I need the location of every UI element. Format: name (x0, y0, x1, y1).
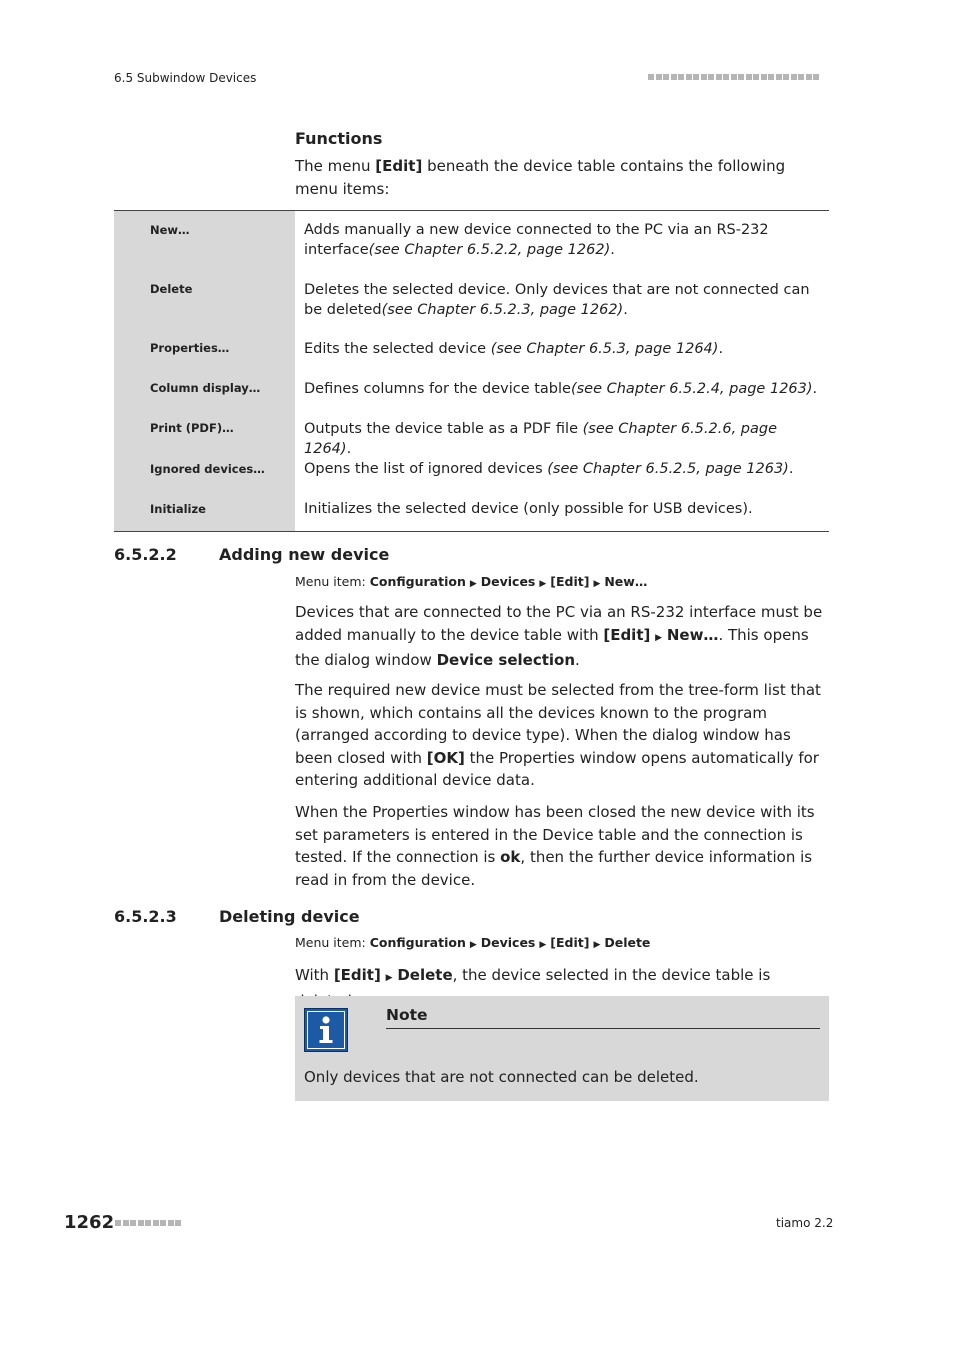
paragraph: The required new device must be selected from the tree-form list that is shown, which contains all the devices known to the program (arranged according to device type). When the dialog window has been closed with [OK] the Properties window opens automatically for entering additional device data. (295, 681, 821, 789)
note-box (295, 996, 829, 1101)
note-text: Only devices that are not connected can be deleted. (304, 1068, 699, 1086)
menu-item-label: Initialize (150, 502, 206, 516)
menu-item-label: Ignored devices… (150, 462, 265, 476)
menu-item-label: New… (150, 223, 190, 237)
menu-item-desc: Edits the selected device (see Chapter 6.5.3, page 1264). (304, 341, 724, 357)
paragraph: With [Edit] ▶ Delete, the device selected in the device table is (295, 966, 771, 984)
menu-item-label: Properties… (150, 341, 230, 355)
section-title: Adding new device (219, 545, 390, 564)
footer-dots-decoration (115, 1220, 183, 1226)
menu-item-desc: Initializes the selected device (only possible for USB devices). (304, 501, 753, 517)
menu-item-label: Delete (150, 282, 193, 296)
paragraph: Devices that are connected to the PC via an RS-232 interface must be added manually to the device table with [Edit] ▶ New…. This opens the dialog window Device selection. (295, 603, 823, 669)
functions-heading: Functions (295, 129, 383, 148)
footer-product: tiamo 2.2 (776, 1216, 834, 1230)
menu-item-desc: Deletes the selected device. Only devices that are not connected can be deleted(see Chapter 6.5.2.3, page 1262). (304, 282, 810, 318)
note-title: Note (386, 1006, 428, 1024)
menu-label-column (114, 211, 295, 531)
header-dots-decoration (648, 74, 821, 80)
menu-item-path: Menu item: Configuration ▶ Devices ▶ [Edit] ▶ New… (295, 574, 648, 589)
section-number: 6.5.2.2 (114, 545, 177, 564)
running-header-section: 6.5 Subwindow Devices (114, 71, 257, 85)
menu-item-label: Print (PDF)… (150, 421, 234, 435)
page-number: 1262 (64, 1212, 115, 1233)
menu-item-desc: Adds manually a new device connected to the PC via an RS-232 interface(see Chapter 6.5.2.2, page 1262). (304, 222, 769, 258)
note-divider (386, 1028, 820, 1029)
section-title: Deleting device (219, 907, 360, 926)
paragraph: When the Properties window has been closed the new device with its set parameters is entered in the Device table and the connection is tested. If the connection is ok, then the further device information is read in from the device. (295, 803, 815, 889)
info-icon (304, 1008, 348, 1052)
menu-item-desc: Opens the list of ignored devices (see Chapter 6.5.2.5, page 1263). (304, 461, 794, 477)
menu-item-path: Menu item: Configuration ▶ Devices ▶ [Edit] ▶ Delete (295, 935, 651, 950)
menu-item-desc: Outputs the device table as a PDF file (see Chapter 6.5.2.6, page 1264). (304, 421, 778, 457)
section-number: 6.5.2.3 (114, 907, 177, 926)
functions-intro: The menu [Edit] beneath the device table contains the following menu items: (295, 157, 786, 198)
edit-menu-table (114, 210, 829, 532)
menu-item-desc: Defines columns for the device table(see Chapter 6.5.2.4, page 1263). (304, 381, 818, 397)
menu-item-label: Column display… (150, 381, 261, 395)
